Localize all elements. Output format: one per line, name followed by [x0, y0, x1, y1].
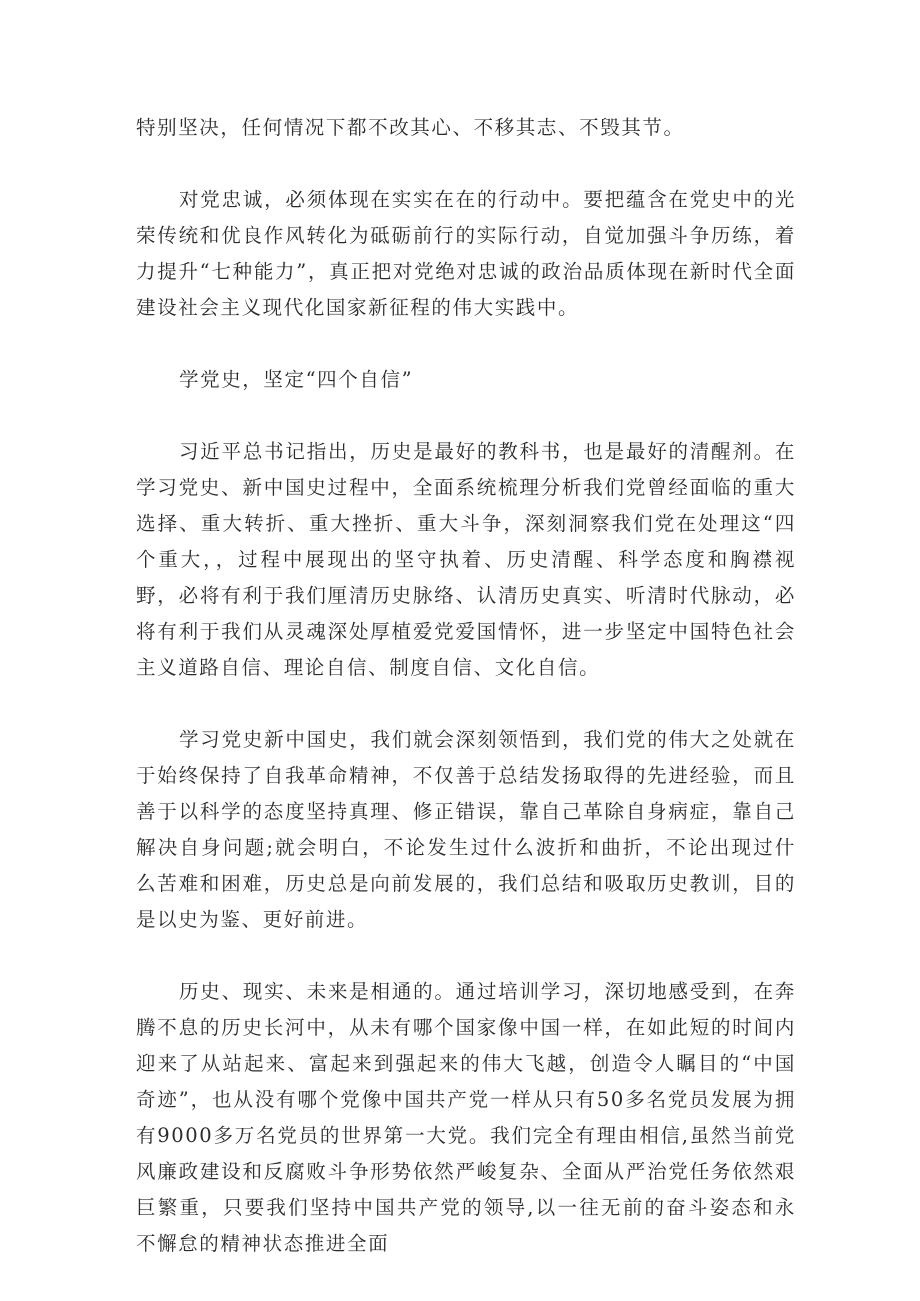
paragraph-continuation: 特别坚决，任何情况下都不改其心、不移其志、不毁其节。 — [136, 116, 685, 139]
paragraph-loyalty-action: 对党忠诚，必须体现在实实在在的行动中。要把蕴含在党史中的光荣传统和优良作风转化为砥砺前行的实际行动，自觉加强斗争历练，着力提升“七种能力”，真正把对党绝对忠诚的政治品质体现在新时代全面建设社会主义现代化国家新征程的伟大实践中。 — [136, 188, 796, 319]
section-heading: 学党史，坚定“四个自信” — [179, 368, 414, 391]
paragraph-self-revolution: 学习党史新中国史，我们就会深刻领悟到，我们党的伟大之处就在于始终保持了自我革命精神，不仅善于总结发扬取得的先进经验，而且善于以科学的态度坚持真理、修正错误，靠自己革除自身病症，靠自己解决自身问题;就会明白，不论发生过什么波折和曲折，不论出现过什么苦难和困难，历史总是向前发展的，我们总结和吸取历史教训，目的是以史为鉴、更好前进。 — [136, 728, 796, 931]
paragraph-history-present-future: 历史、现实、未来是相通的。通过培训学习，深切地感受到，在奔腾不息的历史长河中，从未有哪个国家像中国一样，在如此短的时间内迎来了从站起来、富起来到强起来的伟大飞越，创造令人瞩目的“中国奇迹”，也从没有哪个党像中国共产党一样从只有50多名党员发展为拥有9000多万名党员的世界第一大党。我们完全有理由相信,虽然当前党风廉政建设和反腐败斗争形势依然严峻复杂、全面从严治党任务依然艰巨繁重，只要我们坚持中国共产党的领导,以一往无前的奋斗姿态和永不懈怠的精神状态推进全面 — [136, 980, 796, 1255]
paragraph-history-textbook: 习近平总书记指出，历史是最好的教科书，也是最好的清醒剂。在学习党史、新中国史过程中，全面系统梳理分析我们党曾经面临的重大选择、重大转折、重大挫折、重大斗争，深刻洞察我们党在处理这“四个重大，，过程中展现出的坚守执着、历史清醒、科学态度和胸襟视野，必将有利于我们厘清历史脉络、认清历史真实、听清时代脉动，必将有利于我们从灵魂深处厚植爱党爱国情怀，进一步坚定中国特色社会主义道路自信、理论自信、制度自信、文化自信。 — [136, 440, 796, 679]
document-body — [136, 110, 796, 1262]
